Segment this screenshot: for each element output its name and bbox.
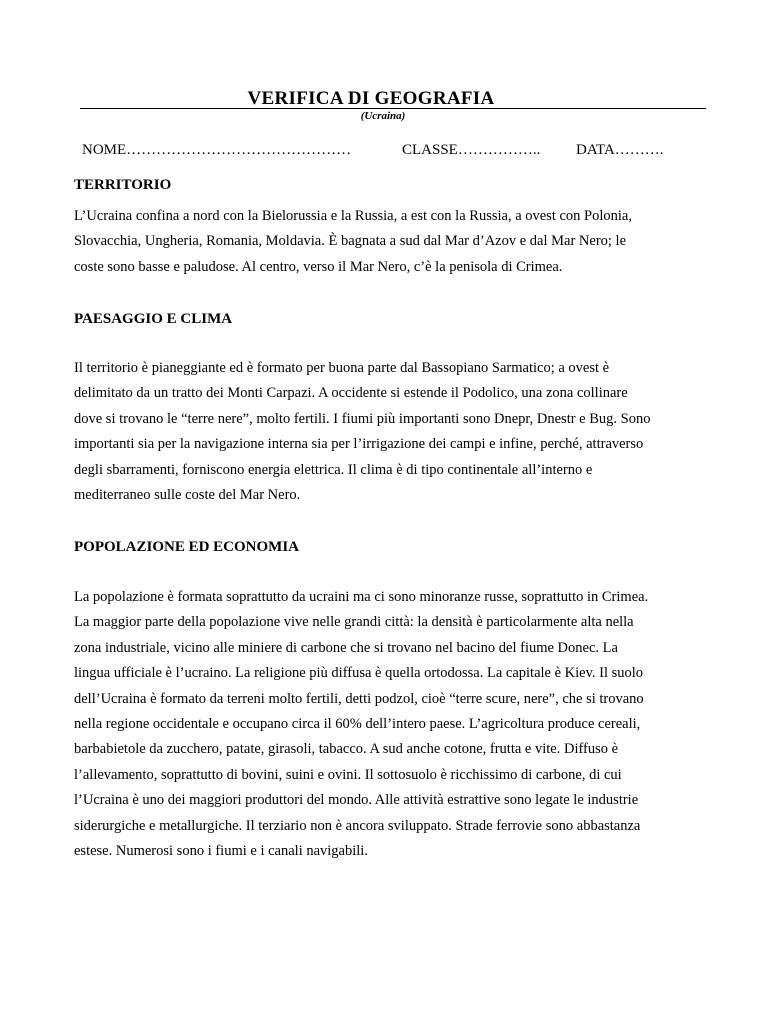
document-subtitle: (Ucraina) bbox=[360, 110, 406, 122]
section-text-paesaggio-clima bbox=[74, 356, 714, 508]
text-line: siderurgiche e metallurgiche. Il terziario non è ancora sviluppato. Strade ferrovie sono abbastanza bbox=[74, 817, 641, 834]
text-line: dove si trovano le “terre nere”, molto fertili. I fiumi più importanti sono Dnepr, Dnestr e Bug. Sono bbox=[74, 410, 651, 427]
text-line: La popolazione è formata soprattutto da ucraini ma ci sono minoranze russe, soprattutto in Crimea. bbox=[74, 589, 649, 605]
section-heading-paesaggio-clima: PAESAGGIO E CLIMA bbox=[74, 311, 233, 327]
text-line: barbabietole da zucchero, patate, girasoli, tabacco. A sud anche cotone, frutta e vite. Diffuso è bbox=[74, 741, 619, 758]
text-line: degli sbarramenti, forniscono energia elettrica. Il clima è di tipo continentale all’interno e bbox=[74, 461, 593, 478]
section-text-popolazione-economia bbox=[74, 585, 714, 864]
text-line: nella regione occidentale e occupano circa il 60% dell’intero paese. L’agricoltura produce cereali, bbox=[74, 716, 641, 733]
document-title: VERIFICA DI GEOGRAFIA bbox=[247, 88, 495, 109]
section-heading-territorio: TERRITORIO bbox=[74, 177, 172, 193]
text-line: mediterraneo sulle coste del Mar Nero. bbox=[74, 487, 301, 504]
text-line: l’Ucraina è uno dei maggiori produttori del mondo. Alle attività estrattive sono legate le industrie bbox=[74, 792, 639, 809]
date-field: DATA………. bbox=[576, 142, 664, 158]
text-line: estese. Numerosi sono i fiumi e i canali navigabili. bbox=[74, 843, 368, 860]
text-line: coste sono basse e paludose. Al centro, verso il Mar Nero, c’è la penisola di Crimea. bbox=[74, 258, 563, 275]
class-field: CLASSE…………….. bbox=[402, 142, 541, 158]
section-heading-popolazione-economia: POPOLAZIONE ED ECONOMIA bbox=[74, 539, 300, 555]
text-line: l’allevamento, soprattutto di bovini, suini e ovini. Il sottosuolo è ricchissimo di carbone, di cui bbox=[74, 766, 622, 783]
text-line: dell’Ucraina è formato da terreni molto fertili, detti podzol, cioè “terre scure, nere”, che si trovano bbox=[74, 690, 644, 707]
text-line: L’Ucraina confina a nord con la Bielorussia e la Russia, a est con la Russia, a ovest con Polonia, bbox=[74, 208, 632, 224]
text-line: importanti sia per la navigazione interna sia per l’irrigazione dei campi e infine, perché, attraverso bbox=[74, 436, 644, 453]
section-text-territorio bbox=[74, 204, 714, 280]
text-line: lingua ufficiale è l’ucraino. La religione più diffusa è quella ortodossa. La capitale è Kiev. Il suolo bbox=[74, 665, 644, 682]
text-line: Slovacchia, Ungheria, Romania, Moldavia. È bagnata a sud dal Mar d’Azov e dal Mar Nero; le bbox=[74, 233, 627, 250]
text-line: Il territorio è pianeggiante ed è formato per buona parte dal Bassopiano Sarmatico; a ovest è bbox=[74, 360, 610, 376]
text-line: delimitato da un tratto dei Monti Carpazi. A occidente si estende il Podolico, una zona collinare bbox=[74, 385, 628, 402]
text-line: zona industriale, vicino alle miniere di carbone che si trovano nel bacino del fiume Donec. La bbox=[74, 639, 618, 656]
name-field: NOME……………………………………… bbox=[82, 142, 352, 158]
text-line: La maggior parte della popolazione vive nelle grandi città: la densità è particolarmente alta nella bbox=[74, 614, 634, 631]
